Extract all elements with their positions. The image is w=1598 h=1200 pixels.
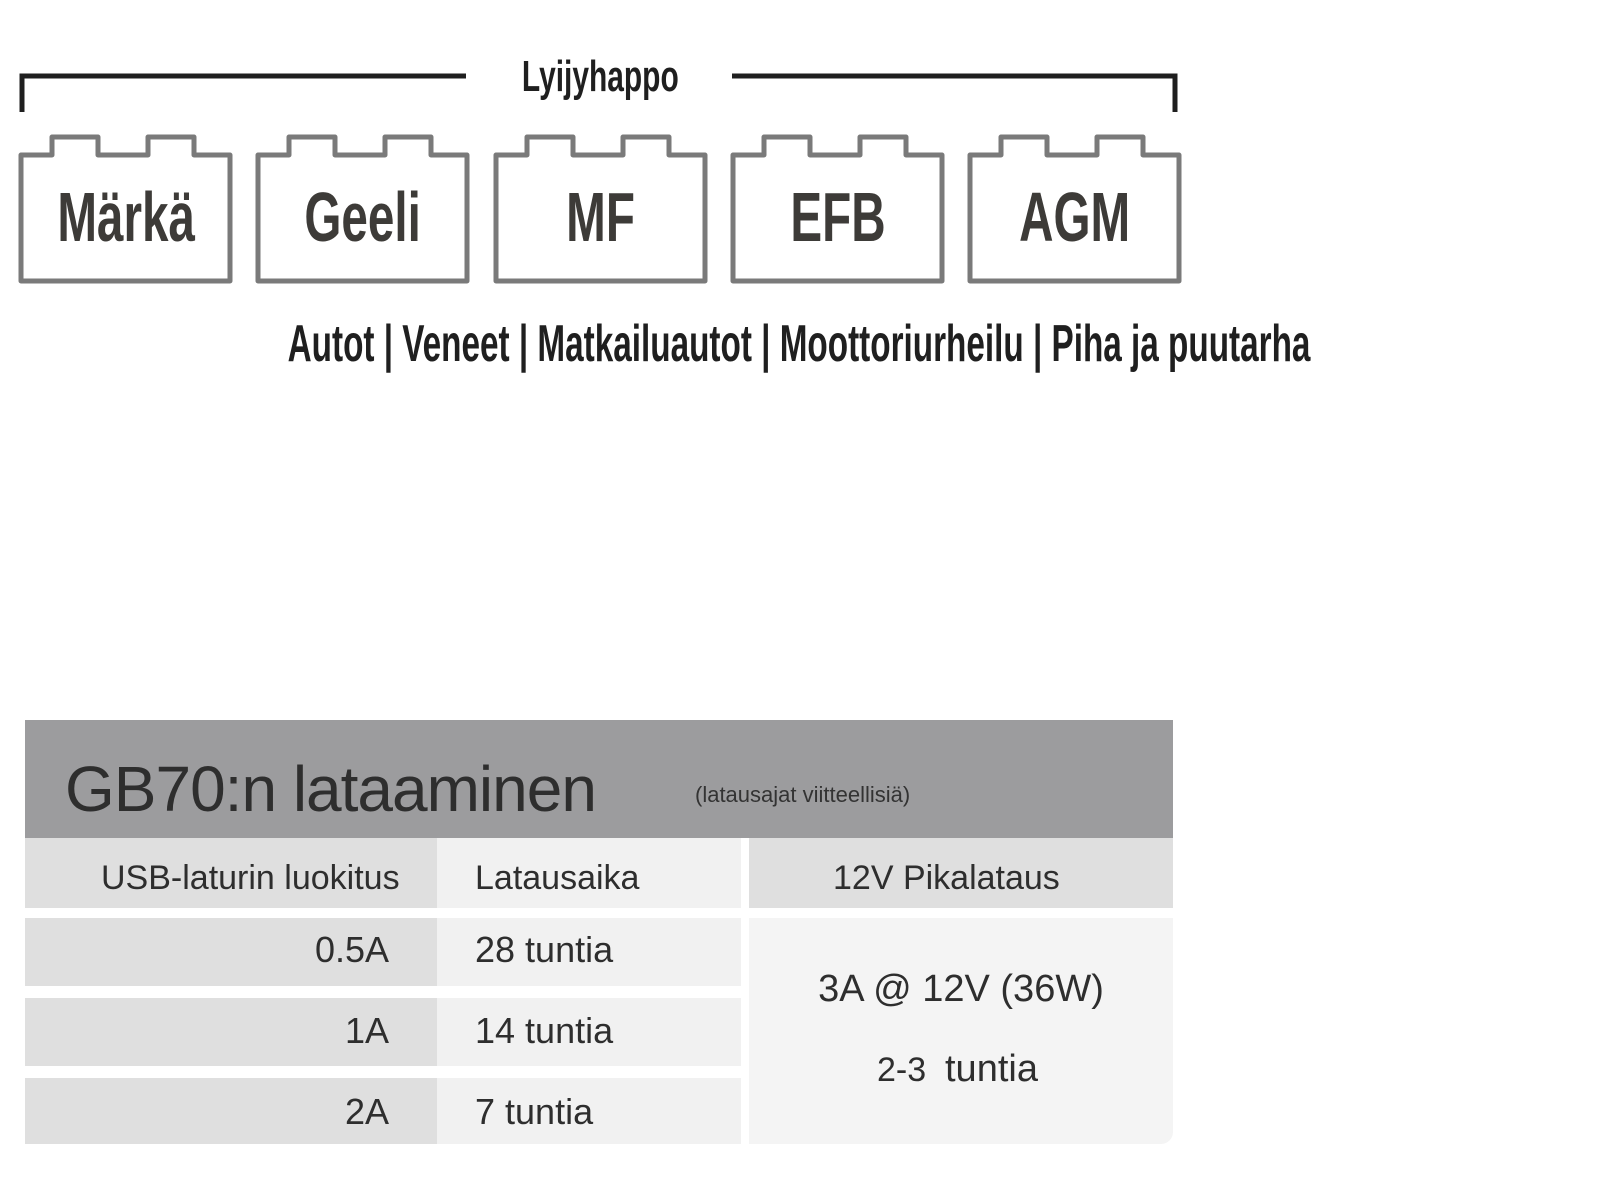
column-header-charge-time: Latausaika [475,859,640,897]
battery-card-gel [255,130,471,284]
fast-charge-spec: 3A @ 12V (36W) [818,968,1104,1010]
charge-time-value: 7 tuntia [475,1091,594,1132]
battery-label: Geeli [304,178,422,256]
battery-label: AGM [1019,178,1131,256]
battery-card-wet [18,130,234,284]
applications-line: Autot | Veneet | Matkailuautot | Moottoriurheilu | Piha ja puutarha [287,315,1311,373]
fast-charge-duration-unit: tuntia [945,1048,1038,1090]
column-header-fast-charge: 12V Pikalataus [833,859,1060,897]
fast-charge-duration-value: 2-3 [877,1051,927,1089]
battery-card-agm [967,130,1183,284]
usb-rating-value: 0.5A [314,929,389,970]
charge-time-value: 28 tuntia [475,929,614,970]
table-note: (latausajat viitteellisiä) [695,782,911,807]
charging-table [25,720,1173,1144]
table-title: GB70:n lataaminen [65,753,596,825]
column-header-usb-rating: USB-laturin luokitus [101,859,400,897]
fast-charge-cell [749,918,1173,1144]
group-title: Lyijyhappo [521,52,679,101]
battery-label: EFB [790,178,886,256]
battery-label: MF [566,178,636,256]
battery-card-efb [730,130,946,284]
usb-rating-value: 2A [344,1091,389,1132]
usb-rating-value: 1A [344,1010,389,1051]
battery-card-mf [493,130,709,284]
charge-time-value: 14 tuntia [475,1010,614,1051]
battery-label: Märkä [57,178,195,256]
